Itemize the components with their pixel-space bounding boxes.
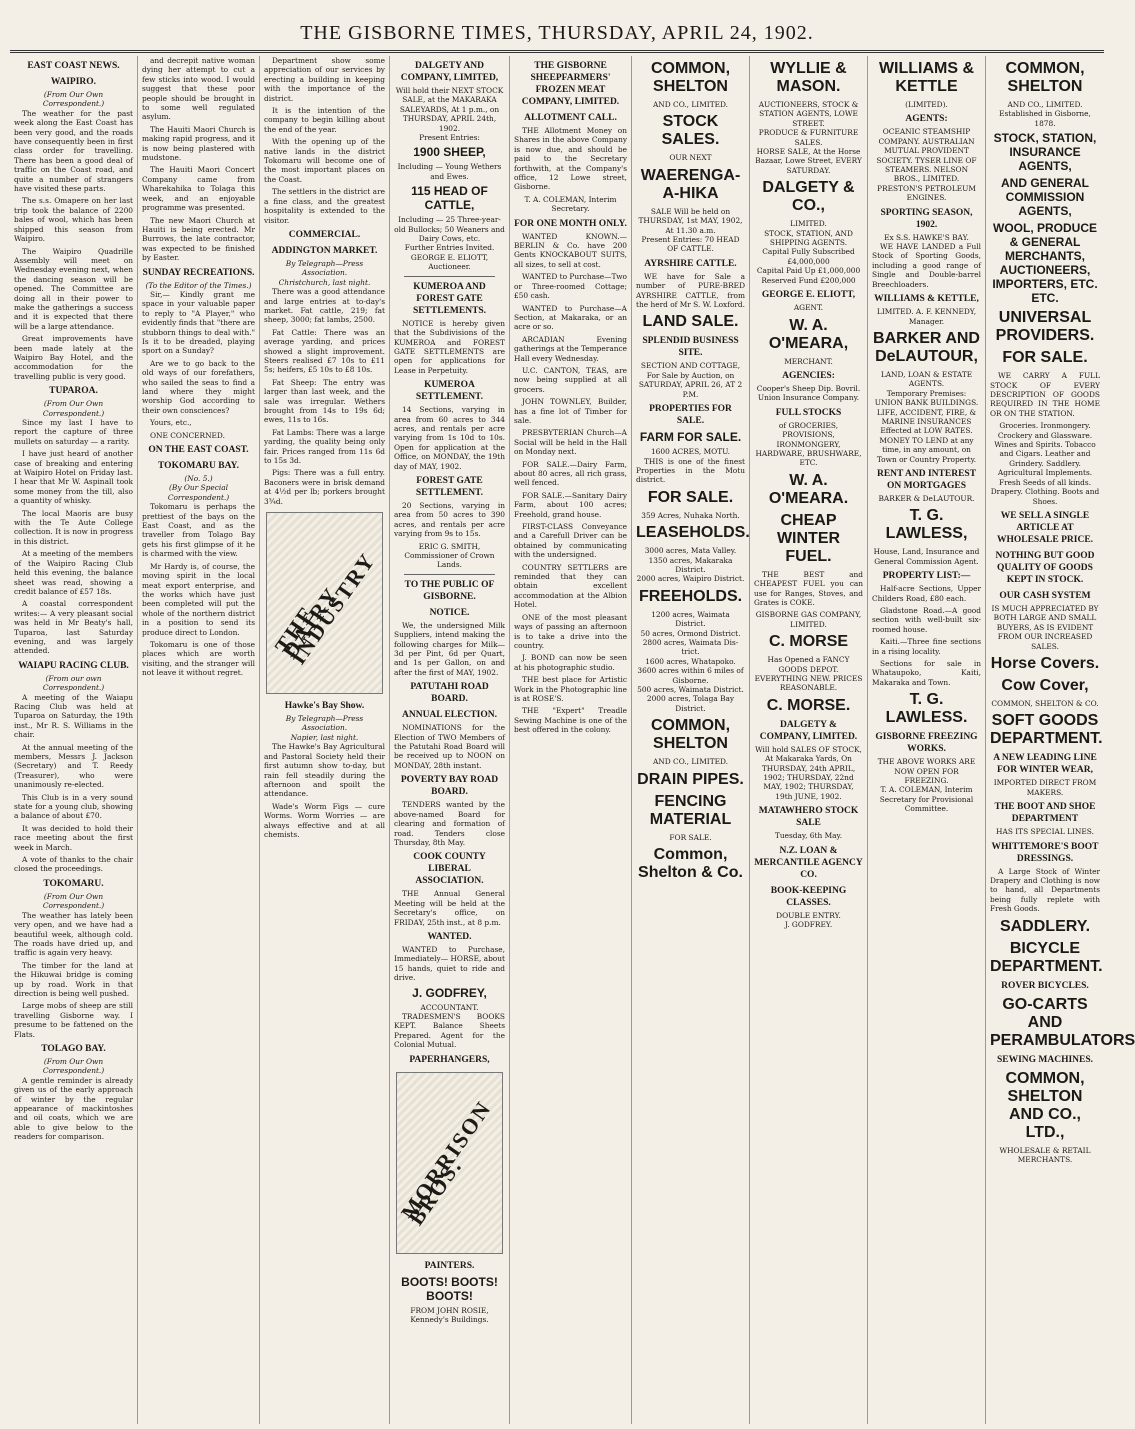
centered-text: 1200 acres, Waimata District. (651, 609, 730, 629)
section-heading: TOKOMARU BAY. (158, 461, 239, 472)
article-paragraph: The new Maori Church at Hauiti is being erected. Mr Burrows, the late contractor, was expected to be finished by Easter. (142, 215, 255, 263)
advert-subheadline: J. GODFREY, (412, 985, 487, 1000)
advert-headline: T. G. LAWLESS, (885, 507, 968, 543)
byline: (From Our Own Correspondent.) (42, 1056, 105, 1076)
advert-headline: DALGETY & CO., (762, 179, 855, 215)
advert-headline: SOFT GOODS DEPARTMENT. (990, 712, 1103, 748)
column-6 (632, 56, 750, 1424)
byline: (From our own Correspondent.) (42, 673, 105, 693)
section-heading: FULL STOCKS (775, 407, 842, 418)
article-paragraph: Tokomaru is one of those places which are worth visiting, and the stranger will not leave it without regret. (142, 639, 255, 678)
centered-text: OUR NEXT (669, 153, 712, 163)
article-paragraph: At a meeting of the members of the Waipiro Racing Club held this evening, the balance sheet was read, showing a credit balance of £57 18s. (14, 549, 133, 596)
article-paragraph: Great improvements have been made lately at the Waipiro Bay Hotel, and the accommodation for the travelling public is very good. (14, 334, 133, 381)
advert-headline: GO-CARTS AND PERAMBULATORS (990, 995, 1135, 1049)
advert-headline: UNIVERSAL PROVIDERS. (995, 309, 1095, 345)
article-paragraph: The Hauiti Maori Church is making rapid progress, and it is now being plastered with mudstone. (142, 124, 255, 163)
centered-text: ERIC G. SMITH, Commissioner of Crown Lands. (404, 541, 495, 570)
column-8 (868, 56, 986, 1424)
centered-text: GEORGE E. ELIOTT, Auctioneer. (410, 252, 489, 272)
advert-headline: DRAIN PIPES. (637, 770, 744, 788)
section-heading: SUNDAY RECREATIONS. (142, 267, 255, 278)
centered-text: 2800 acres, Waimata Dis-trict. (642, 637, 739, 657)
article-paragraph: Mr Hardy is, of course, the moving spirit in the local meat export enterprise, and the works which have just been completed will put the whole of the northern district in a position to send its produce direct to London. (142, 561, 255, 637)
section-heading: WANTED. (427, 931, 472, 942)
advert-headline: W. A. O'MEARA, (768, 316, 849, 352)
article-paragraph: Sir,— Kindly grant me space in your valuable paper to reply to "A Player," who evidently finds that "there are stubborn things to deal with." Is it to be dreaded, playing sport on a Sunday? (142, 289, 255, 356)
section-heading: TOKOMARU. (43, 878, 104, 889)
byline: (By Our Special Correspondent.) (167, 483, 230, 502)
centered-text: 500 acres, Waimata District. (637, 685, 744, 694)
advert-headline: STOCK SALES. (661, 113, 720, 149)
advert-subheadline: 115 HEAD OF CATTLE, (411, 184, 488, 213)
centered-text: of GROCERIES, PROVISIONS, IRONMONGERY, HARDWARE, BRUSHWARE, ETC. (755, 420, 862, 468)
centered-text: Cooper's Sheep Dip. Bovril. Union Insurance Company. (756, 383, 861, 403)
advert-subheadline: WOOL, PRODUCE & GENERAL MERCHANTS, AUCTIONEERS, IMPORTERS, ETC. ETC. (992, 221, 1098, 306)
section-heading: THE GISBORNE SHEEPFARMERS' FROZEN MEAT COMPANY, LIMITED. (521, 61, 620, 107)
article-paragraph: NOMINATIONS for the Election of TWO Members of the Patutahi Road Board will be received up to NOON on MONDAY, 28th instant. (394, 723, 505, 770)
article-paragraph: WANTED to Purchase, Immediately— HORSE, about 15 hands, quiet to ride and drive. (394, 944, 505, 983)
section-heading: FOR ONE MONTH ONLY. (514, 218, 627, 229)
column-9 (986, 56, 1135, 1424)
article-paragraph: THIS is one of the finest Properties in the Motu district. (636, 456, 745, 485)
section-heading: ON THE EAST COAST. (148, 445, 249, 456)
section-heading: ALLOTMENT CALL. (524, 113, 617, 123)
advert-headline: COMMON, SHELTON (650, 60, 731, 95)
section-heading: PROPERTIES FOR SALE. (649, 404, 732, 427)
byline: (No. 5.) (184, 474, 213, 484)
section-heading: ANNUAL ELECTION. (401, 710, 498, 721)
byline: Napier, last night. (290, 732, 359, 742)
column-2 (138, 56, 260, 1424)
section-heading: OUR CASH SYSTEM (999, 590, 1091, 601)
advert-headline: COMMON, SHELTON (1005, 60, 1085, 95)
article-paragraph: The settlers in the district are a fine class, and the greatest hospitality is extended to the visitor. (264, 187, 385, 225)
article-paragraph: WANTED to Purchase—A Section, at Makaraka, or an acre or so. (514, 303, 627, 332)
centered-text: Present Entries: (419, 133, 480, 143)
article-paragraph: FOR SALE.—Dairy Farm, about 80 acres, all rich grass, well fenced. (514, 459, 627, 488)
article-paragraph: THE Allotment Money on Shares in the above Company is now due, and should be paid to the Secretary forthwith, at the Company's office, 12 Lowe street, Gisborne. (514, 126, 627, 192)
article-paragraph: The local Maoris are busy with the Te Aute College collection. It is now in progress in this district. (14, 508, 133, 546)
article-paragraph: Tokomaru is perhaps the prettiest of the bays on the East Coast, and as the traveller from Tolago Bay gets his first glimpse of it he is charmed with the view. (142, 502, 255, 559)
section-heading: GEORGE E. ELIOTT, (761, 290, 856, 301)
centered-text: Further Entries Invited. (404, 243, 495, 253)
article-paragraph: Sections for sale in Whataupoko, Kaiti, Makaraka and Town. (872, 659, 981, 687)
centered-text: PRODUCE & FURNITURE SALES. (758, 128, 859, 147)
centered-text: HORSE SALE, At the Horse Bazaar, Lowe Street, EVERY SATURDAY. (755, 147, 862, 175)
masthead-rule-lower (10, 52, 1104, 53)
centered-text: FROM JOHN ROSIE, Kennedy's Buildings. (410, 1305, 489, 1324)
section-heading: AGENCIES: (782, 370, 835, 381)
article-paragraph: Fat Sheep: The entry was larger than last week, and the sale was irregular. Wethers brought from 14s to 19s 6d; ewes, 11s to 16s. (264, 377, 385, 425)
centered-text: MERCHANT. (784, 356, 833, 366)
advert-headline: C. MORSE. (766, 696, 851, 714)
article-paragraph: ONE of the most pleasant ways of passing an afternoon is to take a drive into the country. (514, 612, 627, 650)
advert-headline: WILLIAMS & KETTLE (878, 60, 975, 95)
article-paragraph: Gladstone Road.—A good section with well-built six-roomed house. (872, 606, 981, 634)
centered-text: 1350 acres, Makaraka District. (648, 555, 733, 574)
article-paragraph: WE HAVE LANDED a Full Stock of Sporting Goods, including a good range of Single and Double-barrel Breechloaders. (872, 242, 981, 289)
illustration-caption: MORRISON BROS. (395, 1095, 496, 1230)
section-heading: EAST COAST NEWS. (27, 61, 120, 71)
advert-headline: COMMON, SHELTON (650, 717, 731, 753)
advert-headline: WAERENGA-A-HIKA (640, 166, 741, 202)
section-heading: N.Z. LOAN & MERCANTILE AGENCY CO. (754, 845, 863, 880)
article-paragraph: J. BOND can now be seen at his photographic studio. (514, 653, 627, 672)
article-paragraph: It was decided to hold their race meeting about the first week in March. (14, 823, 133, 852)
article-paragraph: JOHN TOWNLEY, Builder, has a fine lot of Timber for sale. (514, 397, 627, 425)
article-paragraph: WANTED to Purchase—Two or Three-roomed Cottage; £50 cash. (514, 272, 627, 301)
centered-text: MONEY TO LEND at any time, in any amount, on Town or Country Property. (876, 435, 977, 464)
centered-text: ACCOUNTANT. (420, 1002, 479, 1012)
centered-text: IS MUCH APPRECIATED BY BOTH LARGE AND SMALL BUYERS, AS IS EVIDENT FROM OUR INCREASED SALES. (991, 603, 1099, 651)
centered-text: 1600 ACRES, MOTU. (650, 447, 731, 457)
section-heading: Hawke's Bay Show. (284, 701, 365, 712)
article-paragraph: There was a good attendance and large entries at to-day's market. Fat cattle, 219; fat sheep, 3000; fat lambs, 2500. (264, 287, 385, 325)
article-paragraph: WE CARRY A FULL STOCK OF EVERY DESCRIPTION OF GOODS REQUIRED IN THE HOME OR ON THE STATION. (990, 371, 1100, 418)
article-paragraph: The timber for the land at the Hikuwai bridge is coming up by road. Work in that direction is being well pushed. (14, 960, 133, 998)
centered-text: EVERYTHING NEW. PRICES REASONABLE. (754, 674, 863, 693)
article-paragraph: 14 Sections, varying in area from 60 acres to 344 acres, and rentals per acre varying from 1s 10d to 10s. Open for application at the Office, on MONDAY, the 19th day of MAY, 1902. (394, 405, 505, 471)
newspaper-columns (10, 56, 1135, 1424)
section-heading: DALGETY AND COMPANY, LIMITED, (400, 61, 499, 83)
section-heading: COOK COUNTY LIBERAL ASSOCIATION. (413, 852, 486, 887)
centered-text: 2000 acres, Waipiro District. (636, 574, 745, 584)
centered-text: FOR SALE. (669, 832, 712, 842)
section-heading: GISBORNE FREEZING WORKS. (875, 732, 978, 755)
article-paragraph: The weather has lately been very open, and we have had a beautiful week, although cold. The roads have dried up, and traffic is again very heavy. (14, 910, 133, 958)
centered-text: Present Entries: 70 HEAD OF CATTLE. (641, 235, 740, 254)
section-heading: WE SELL A SINGLE ARTICLE AT WHOLESALE PRICE. (996, 510, 1094, 545)
section-heading: TUPAROA. (49, 386, 98, 397)
article-paragraph: THE BEST and CHEAPEST FUEL you can use for Ranges, Stoves, and Grates is COKE. (754, 569, 863, 607)
advert-subheadline: AND GENERAL COMMISSION AGENTS, (1000, 176, 1089, 219)
column-5 (510, 56, 632, 1424)
section-heading: WILLIAMS & KETTLE, (874, 294, 979, 305)
article-paragraph: Large mobs of sheep are still travelling Gisborne way. I presume to be fattened on the Flats. (14, 1001, 133, 1039)
article-paragraph: Kaiti.—Three fine sections in a rising locality. (872, 637, 981, 656)
centered-text: STOCK, STATION, AND SHIPPING AGENTS. (764, 228, 853, 248)
section-heading: NOTICE. (429, 607, 470, 618)
article-paragraph: THE Annual General Meeting will be held at the Secretary's office, on FRIDAY, 25th inst., at 8 p.m. (394, 889, 505, 927)
advert-headline: WYLLIE & MASON. (770, 60, 847, 95)
column-3 (260, 56, 390, 1424)
centered-text: J. GODFREY. (784, 920, 833, 930)
article-paragraph: WANTED KNOWN.— BERLIN & Co. have 200 Gents KNOCKABOUT SUITS, all sizes, to sell at cost. (514, 231, 627, 269)
centered-text: Will hold their NEXT STOCK SALE, at the MAKARAKA SALEYARDS, At 1 p.m., on THURSDAY, APRIL 24th, 1902. (395, 86, 504, 133)
masthead-rule (10, 50, 1104, 51)
advert-headline: Horse Covers. (990, 654, 1100, 672)
byline: (From Our Own Correspondent.) (42, 399, 105, 418)
article-paragraph: Fat Lambs: There was a large yarding, the quality being only fair. Prices ranged from 11s 6d to 15s 3d. (264, 427, 385, 466)
article-paragraph: A vote of thanks to the chair closed the proceedings. (14, 855, 133, 874)
section-heading: COMMERCIAL. (288, 229, 361, 240)
centered-text: AUCTIONEERS, STOCK & STATION AGENTS, LOWE STREET. (758, 100, 859, 128)
centered-text: T. A. COLEMAN, Interim Secretary. (524, 194, 617, 214)
centered-text: Established in Gisborne, 1878. (999, 109, 1091, 128)
centered-text: HAS ITS SPECIAL LINES. (996, 827, 1094, 837)
article-paragraph: WE have for Sale a number of PURE-BRED AYRSHIRE CATTLE, from the herd of Mr S. W. Loxford. (636, 271, 746, 310)
advert-headline: BICYCLE DEPARTMENT. (990, 939, 1103, 975)
article-paragraph: ARCADIAN Evening gatherings at the Temperance Hall every Wednesday. (514, 334, 628, 363)
section-heading: PROPERTY LIST:— (882, 571, 971, 582)
advert-headline: SADDLERY. (999, 917, 1091, 935)
article-paragraph: A meeting of the Waiapu Racing Club was held at Tuparoa on Saturday, the 19th inst., Mr R. S. Williams in the chair. (14, 692, 133, 740)
article-paragraph: NOTICE is hereby given that the Subdivisions of the KUMEROA and FOREST GATE SETTLEMENTS are open for applications for Lease in Perpetuity. (394, 318, 505, 375)
section-heading: DALGETY & COMPANY, LIMITED. (759, 719, 858, 742)
centered-text: OCEANIC STEAMSHIP COMPANY. AUSTRALIAN MUTUAL PROVIDENT SOCIETY. TYSER LINE OF STEAMERS. NELSON BROS., LIMITED. PRESTON'S PETROLEUM ENGINES. (876, 127, 977, 203)
article-paragraph: COUNTRY SETTLERS are reminded that they can obtain excellent accommodation at the Albion Hotel. (514, 562, 627, 610)
article-paragraph: THE best place for Artistic Work in the Photographic line is at ROSE'S. (514, 675, 627, 703)
centered-text: Reserved Fund £200,000 (761, 275, 856, 285)
column-1 (10, 56, 138, 1424)
section-heading: SEWING MACHINES. (996, 1054, 1094, 1065)
article-paragraph: A coastal correspondent writes:— A very pleasant social was held in Mr Beaty's hall, Tuparoa, last Saturday evening, and was largely attended. (14, 599, 133, 656)
advert-headline: FENCING MATERIAL (649, 792, 732, 828)
advert-headline: Cow Cover, (1001, 676, 1089, 694)
advertisement-illustration (266, 512, 383, 694)
section-heading: KUMEROA AND FOREST GATE SETTLEMENTS. (412, 281, 487, 316)
byline: By Telegraph—Press Association. (285, 258, 364, 278)
section-heading: BOOK-KEEPING CLASSES. (770, 885, 847, 908)
centered-text: WHOLESALE & RETAIL MERCHANTS. (999, 1145, 1091, 1164)
advert-headline: LAND SALE. (642, 313, 739, 331)
section-heading: NOTHING BUT GOOD QUALITY OF GOODS KEPT IN STOCK. (995, 550, 1095, 585)
article-paragraph: THE "Expert" Treadle Sewing Machine is one of the best offered in the colony. (514, 706, 627, 735)
article-paragraph: TRADESMEN'S BOOKS KEPT. Balance Sheets Prepared. Agent for the Colonial Mutual. (394, 1011, 505, 1050)
article-paragraph: We, the undersigned Milk Suppliers, intend making the following charges for Milk— 3d per Pint, 6d per Quart, and 1s per Gallon, on and after the first of MAY, 1902. (394, 620, 505, 677)
section-heading: PATUTAHI ROAD BOARD. (410, 682, 489, 705)
article-paragraph: Department show some appreciation of our services by erecting a building in keeping with the importance of the district. (264, 56, 385, 103)
article-paragraph: A gentle reminder is already given us of the early approach of winter by the regular appearance of mackintoshes and oil coats, which we are able to give below to the readers for comparison. (14, 1075, 133, 1142)
section-heading: TO THE PUBLIC OF GISBORNE. (404, 579, 495, 602)
section-heading: A NEW LEADING LINE FOR WINTER WEAR, (993, 753, 1097, 776)
article-paragraph: U.C. CANTON, TEAS, are now being supplied at all grocers. (514, 365, 627, 394)
advert-subheadline: STOCK, STATION, INSURANCE AGENTS, (993, 131, 1097, 174)
article-paragraph: Since my last I have to report the capture of three mullets on saturday — a rarity. (14, 418, 133, 446)
section-heading: AYRSHIRE CATTLE. (644, 258, 737, 269)
centered-text: 3000 acres, Mata Valley. (644, 546, 737, 556)
advert-headline: LEASEHOLDS. (636, 524, 750, 542)
centered-text: LIMITED. A. F. KENNEDY, Manager. (876, 307, 977, 326)
centered-text: Temporary Premises: UNION BANK BUILDINGS. (874, 388, 979, 408)
centered-text: 1600 acres, Whatapoko. (645, 656, 736, 666)
centered-text: Has Opened a FANCY GOODS DEPOT. (767, 655, 850, 674)
centered-text: 359 Acres, Nuhaka North. (641, 510, 740, 520)
byline: Christchurch, last night. (278, 277, 371, 287)
advert-headline: CHEAP WINTER FUEL. (776, 511, 841, 565)
article-paragraph: I have just heard of another case of breaking and entering at Waipiro Hotel on Friday last. I hear that Mr W. Aspinall took some money from the till, also a quantity of whisky. (14, 449, 133, 506)
centered-text: (LIMITED). (905, 100, 948, 109)
article-paragraph: and decrepit native woman dying her attempt to cut a few sticks into wood. I would suggest that these poor people should be brought in to some well regulated asylum. (142, 56, 255, 122)
advert-subheadline: 1900 SHEEP, (413, 145, 486, 160)
centered-text: Including — 25 Three-year-old Bullocks; 50 Weaners and Dairy Cows, etc. (394, 215, 505, 244)
centered-text: Including — Young Wethers and Ewes. (397, 162, 502, 181)
byline: (From Our Own Correspondent.) (42, 90, 105, 109)
column-7 (750, 56, 868, 1424)
section-heading: RENT AND INTEREST ON MORTGAGES (876, 468, 977, 491)
byline: By Telegraph—Press Association. (285, 714, 364, 733)
advert-headline: FREEHOLDS. (638, 587, 743, 605)
centered-text: Ex S.S. HAWKE'S BAY. (884, 232, 969, 242)
section-heading: TOLAGO BAY. (41, 1043, 106, 1054)
section-heading: ADDINGTON MARKET. (271, 245, 378, 256)
centered-text: THE ABOVE WORKS ARE NOW OPEN FOR FREEZING. (877, 757, 976, 786)
centered-text: Groceries. Ironmongery. Crockery and Glassware. Wines and Spirits. Tobacco and Cigars. Leather and Grindery. Saddlery. Agricultural Implements. Fresh Seeds of all kinds. Drapery. Clothing. Boots and Shoes. (990, 421, 1100, 506)
newspaper-masthead: THE GISBORNE TIMES, THURSDAY, APRIL 24, 1902. (300, 22, 814, 44)
byline: (To the Editor of the Times.) (145, 280, 252, 290)
advert-subheadline: FARM FOR SALE. (639, 430, 742, 445)
centered-text: AGENT. (793, 303, 824, 313)
section-heading: AGENTS: (905, 114, 948, 125)
article-paragraph: Are we to go back to the old ways of our forefathers, who sailed the seas to find a land where they might worship God according to their own consciences? (142, 358, 255, 415)
article-paragraph: The Waipiro Quadrille Assembly will meet on Wednesday evening next, when the dancing season will be opened. The Committee are doing all in their power to make the gatherings a success and it is expected that there will be a large attendance. (14, 246, 133, 331)
section-heading: POVERTY BAY ROAD BOARD. (400, 775, 499, 798)
article-paragraph: Pigs: There was a full entry. Baconers were in brisk demand at 4½d per lb; porkers brought 3¾d. (264, 468, 385, 506)
centered-text: SALE Will be held on THURSDAY, 1st MAY, 1902, At 11.30 a.m. (638, 206, 743, 235)
advert-headline: FOR SALE. (647, 488, 734, 506)
section-heading: WHITTEMORE'S BOOT DRESSINGS. (991, 841, 1099, 864)
centered-text: DOUBLE ENTRY. (776, 910, 841, 920)
section-heading: WAIPIRO. (50, 77, 97, 87)
section-heading: KUMEROA SETTLEMENT. (415, 380, 484, 403)
centered-text: Capital Paid Up £1,000,000 (756, 266, 861, 276)
section-heading: WAIAPU RACING CLUB. (18, 660, 129, 671)
article-paragraph: FIRST-CLASS Conveyance and a Carefull Driver can be obtained by communicating with the undersigned. (514, 522, 627, 560)
article-paragraph: FOR SALE.—Sanitary Dairy Farm, about 100 acres; Freehold, grand house. (514, 490, 627, 519)
section-heading: SPLENDID BUSINESS SITE. (642, 336, 739, 359)
advert-subheadline: BOOTS! BOOTS! BOOTS! (401, 1274, 498, 1303)
centered-text: COMMON, SHELTON & CO. (991, 698, 1099, 708)
section-heading: MATAWHERO STOCK SALE (758, 806, 859, 829)
section-heading: SPORTING SEASON, 1902. (880, 207, 973, 230)
article-paragraph: With the opening up of the native lands in the district Tokomaru will become one of the most important places on the Coast. (264, 137, 385, 184)
article-paragraph: This Club is in a very sound state for a young club, showing a balance of about £70. (14, 792, 133, 821)
centered-text: 3600 acres within 6 miles of Gisborne. (637, 666, 744, 685)
column-4 (390, 56, 510, 1424)
advert-headline: C. MORSE (768, 633, 849, 651)
article-paragraph: It is the intention of the company to begin killing about the end of the year. (264, 106, 385, 134)
article-paragraph: At the annual meeting of the members, Messrs J. Jackson (Secretary) and T. Reedy (Treasurer), who were unanimously re-elected. (14, 742, 133, 790)
article-paragraph: ONE CONCERNED. (150, 430, 225, 440)
centered-text: Tuesday, 6th May. (774, 831, 843, 841)
advert-headline: W. A. O'MEARA. (768, 471, 849, 507)
centered-text: LIMITED. (790, 219, 827, 229)
section-divider (404, 574, 495, 575)
section-heading: ROVER BICYCLES. (1001, 980, 1089, 991)
section-heading: FOREST GATE SETTLEMENT. (415, 475, 484, 498)
article-paragraph: Half-acre Sections, Upper Childers Road, £80 each. (872, 584, 981, 603)
centered-text: BARKER & DeLAUTOUR. (878, 493, 975, 503)
centered-text: 2000 acres, Tolaga Bay District. (646, 694, 735, 713)
advert-headline: T. G. LAWLESS. (885, 691, 968, 727)
centered-text: AND CO., LIMITED. (1007, 100, 1083, 109)
advert-headline: Common, Shelton & Co. (638, 846, 743, 882)
article-paragraph: 20 Sections, varying in area from 50 acres to 390 acres, and rentals per acre varying from 9s to 15s. (394, 500, 505, 539)
centered-text: AND CO., LIMITED. (652, 100, 729, 109)
section-divider (404, 276, 495, 277)
article-paragraph: Yours, etc., (150, 418, 192, 428)
centered-text: LIFE, ACCIDENT, FIRE, & MARINE INSURANCES Effected at LOW RATES. (876, 407, 977, 436)
centered-text: 50 acres, Ormond District. (640, 628, 741, 638)
centered-text: T. A. COLEMAN, Interim Secretary for Provisional Committee. (879, 785, 974, 814)
centered-text: IMPORTED DIRECT FROM MAKERS. (993, 778, 1097, 797)
centered-text: LAND, LOAN & ESTATE AGENTS. (880, 369, 973, 389)
article-paragraph: PRESBYTERIAN Church—A Social will be held in the Hall on Monday next. (514, 428, 627, 457)
article-paragraph: The Hauiti Maori Concert Company came from Wharekahika to Tolaga this week, and an enjoyable programme was presented. (142, 165, 255, 213)
article-paragraph: Wade's Worm Figs — cure Worms. Worm Worries — are always effective and at all chemists. (264, 801, 385, 839)
centered-text: Capital Fully Subscribed £4,000,000 (762, 247, 855, 266)
centered-text: Will hold SALES OF STOCK, At Makaraka Yards, On THURSDAY, 24th APRIL, 1902; THURSDAY, 22nd MAY, 1902; THURSDAY, 19th JUNE, 1902. (755, 744, 862, 801)
article-paragraph: A Large Stock of Winter Drapery and Clothing is now to hand, all Departments being fully replete with Fresh Goods. (990, 866, 1100, 914)
centered-text: GISBORNE GAS COMPANY, LIMITED. (755, 610, 862, 629)
article-paragraph: Fat Cattle: There was an average yarding, and prices showed a slight improvement. Steers realised £7 10s to £11 5s; heifers, £5 10s to £8 10s. (264, 327, 385, 375)
article-paragraph: The weather for the past week along the East Coast has been very good, and the roads have consequently been in first class order for travelling. There has been a good deal of traffic on the Coast road, and quite a number of strangers have visited these parts. (14, 108, 133, 194)
article-paragraph: TENDERS wanted by the above-named Board for clearing and formation of road. Tenders close Thursday, 8th May. (394, 800, 505, 847)
advert-headline: FOR SALE. (1002, 349, 1088, 367)
byline: (From Our Own Correspondent.) (42, 891, 105, 911)
section-heading: THE BOOT AND SHOE DEPARTMENT (994, 802, 1096, 825)
centered-text: SECTION AND COTTAGE, For Sale by Auction, on SATURDAY, APRIL 26, AT 2 P.M. (638, 361, 743, 399)
advert-headline: COMMON, SHELTON AND CO., LTD., (1005, 1069, 1085, 1141)
section-heading: PAPERHANGERS, (409, 1054, 490, 1065)
advert-headline: BARKER AND DeLAUTOUR, (873, 329, 980, 365)
centered-text: AND CO., LIMITED. (652, 757, 729, 767)
article-paragraph: The Hawke's Bay Agricultural and Pastoral Society held their first autumn show to-day, but rain fell steadily during the afternoon and spoilt the attendance. (264, 742, 385, 799)
illustration-caption: THE DAIRY INDUSTRY (269, 547, 380, 669)
section-heading: PAINTERS. (424, 1260, 475, 1271)
centered-text: House, Land, Insurance and General Commission Agent. (873, 547, 980, 566)
advertisement-illustration (396, 1072, 503, 1254)
article-paragraph: The s.s. Omapere on her last trip took the balance of 2200 bales of wool, which has been shipped this season from Waipiro. (14, 196, 133, 244)
